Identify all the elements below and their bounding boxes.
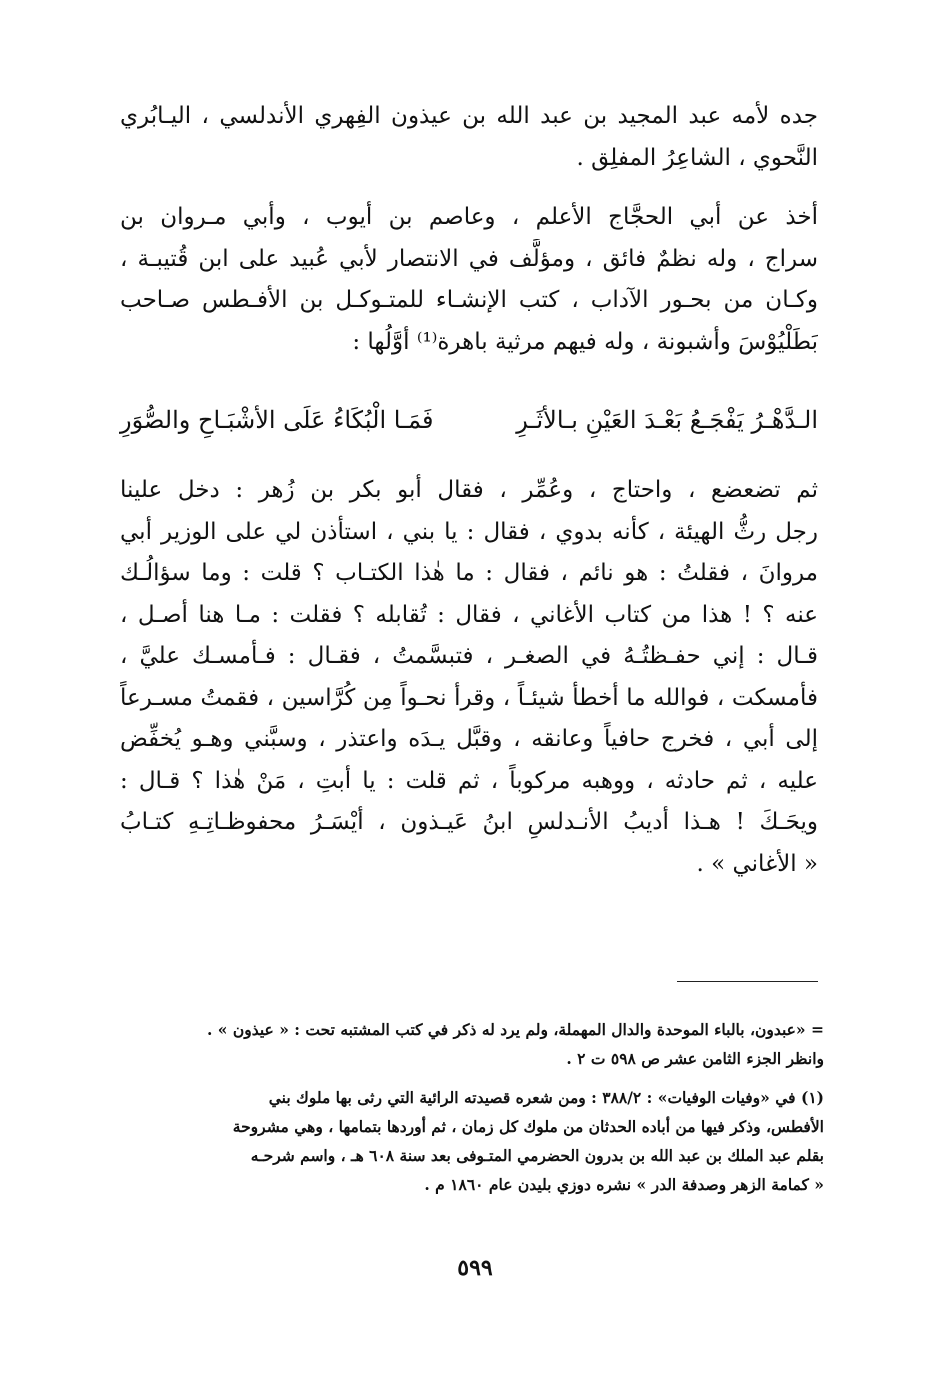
footnote-1 — [100, 1083, 824, 1199]
footnote-separator — [677, 981, 818, 982]
text-line: رجل رثُّ الهيئة ، كأنه بدوي ، فقال : يا بني ، استأذن لي على الوزير أبي — [120, 518, 818, 545]
paragraph-anecdote — [120, 470, 818, 885]
text-line: إلى أبي ، فخرج حافياً وعانقه ، وقبَّل يـدَه واعتذر ، وسبَّني وهـو يُخفِّض — [120, 726, 818, 752]
text-line: عليه ، ثم حادثه ، ووهبه مركوباً ، ثم قلت : يا أبتِ ، مَنْ هٰذا ؟ قـال : — [120, 767, 818, 794]
text-line: ثم تضعضع ، واحتاج ، وعُمِّر ، فقال أبو بكر بن زُهر : دخل علينا — [120, 477, 818, 503]
text-line: النَّحوي ، الشاعِرُ المفلِق . — [576, 144, 818, 171]
footnote-line: الأفطس، وذكر فيها من أباده الحدثان من ملوك كل زمان ، ثم أوردها بتمامها ، وهي مشروحة — [232, 1117, 824, 1136]
footnote-line: « كمامة الزهر وصدفة الدر » نشره دوزي بليدن عام ١٨٦٠ م . — [424, 1175, 824, 1194]
text-line: أخذ عن أبي الحجَّاج الأعلم ، وعاصم بن أيوب ، وأبي مـروان بن — [120, 204, 818, 230]
verse-first-hemistich: الـدَّهْـرُ يَفْجَـعُ بَعْـدَ العَيْنِ بـالأثَـرِ — [516, 406, 818, 434]
text-line: وكـان من بحـور الآداب ، كتب الإنشـاء للمتـوكـل بن الأفـطس صـاحب — [120, 287, 818, 313]
paragraph-teachers-and-works — [120, 197, 818, 363]
footnote-continuation — [100, 1015, 824, 1073]
page-number: ٥٩٩ — [457, 1255, 493, 1281]
paragraph-biography-intro — [120, 96, 818, 179]
verse-second-hemistich: فَمَـا الْبُكَاءُ عَلَى الأشْبَـاحِ والصُّوَرِ — [120, 406, 434, 434]
footnote-line: = «عبدون، بالباء الموحدة والدال المهملة، ولم يرد له ذكر في كتب المشتبه تحت : « عيذون » . — [207, 1020, 824, 1039]
footnote-line: بقلم عبد الملك بن عبد الله بن بدرون الحضرمي المتـوفى بعد سنة ٦٠٨ هـ ، واسم شرحـه — [250, 1146, 824, 1165]
footnote-line: وانظر الجزء الثامن عشر ص ٥٩٨ ت ٢ . — [566, 1049, 824, 1068]
text-line: بَطَلْيُوْسَ وأشبونة ، وله فيهم مرثية باهرة⁽¹⁾ أوَّلُها : — [352, 328, 818, 355]
text-line: مروانَ ، فقلتُ : هو نائم ، فقال : ما هٰذا الكتـاب ؟ قلت : وما سؤالُـك — [120, 560, 818, 586]
text-line: فأمسكت ، فوالله ما أخطأ شيئـاً ، وقرأ نحـواً مِن كُرَّاسين ، فقمتُ مسـرعاً — [120, 684, 818, 711]
poem-verse — [120, 402, 818, 446]
text-line: جده لأمه عبد المجيد بن عبد الله بن عيذون الفِهري الأندلسي ، اليـابُري — [120, 103, 818, 129]
text-line: ويحَـكَ ! هـذا أديبُ الأنـدلسِ ابنُ عَيـذون ، أيْسَـرُ محفوظـاتِـهِ كتـابُ — [120, 809, 818, 835]
text-line: سراج ، وله نظمٌ فائق ، ومؤلَّف في الانتصار لأبي عُبيد على ابن قُتيبـة ، — [120, 245, 818, 272]
text-line: عنه ؟ ! هذا من كتاب الأغاني ، فقال : تُقابله ؟ فقلت : مـا هنا أصـل ، — [120, 601, 818, 628]
footnote-line: (١) في «وفيات الوفيات» : ٣٨٨/٢ : ومن شعره قصيدته الرائية التي رثى بها ملوك بني — [268, 1088, 824, 1107]
text-line: « الأغاني » . — [696, 850, 818, 877]
text-line: قـال : إني حفـظتُـهُ في الصغـر ، فتبسَّمتُ ، فقـال : فـأمسـك عليَّ ، — [120, 643, 818, 669]
